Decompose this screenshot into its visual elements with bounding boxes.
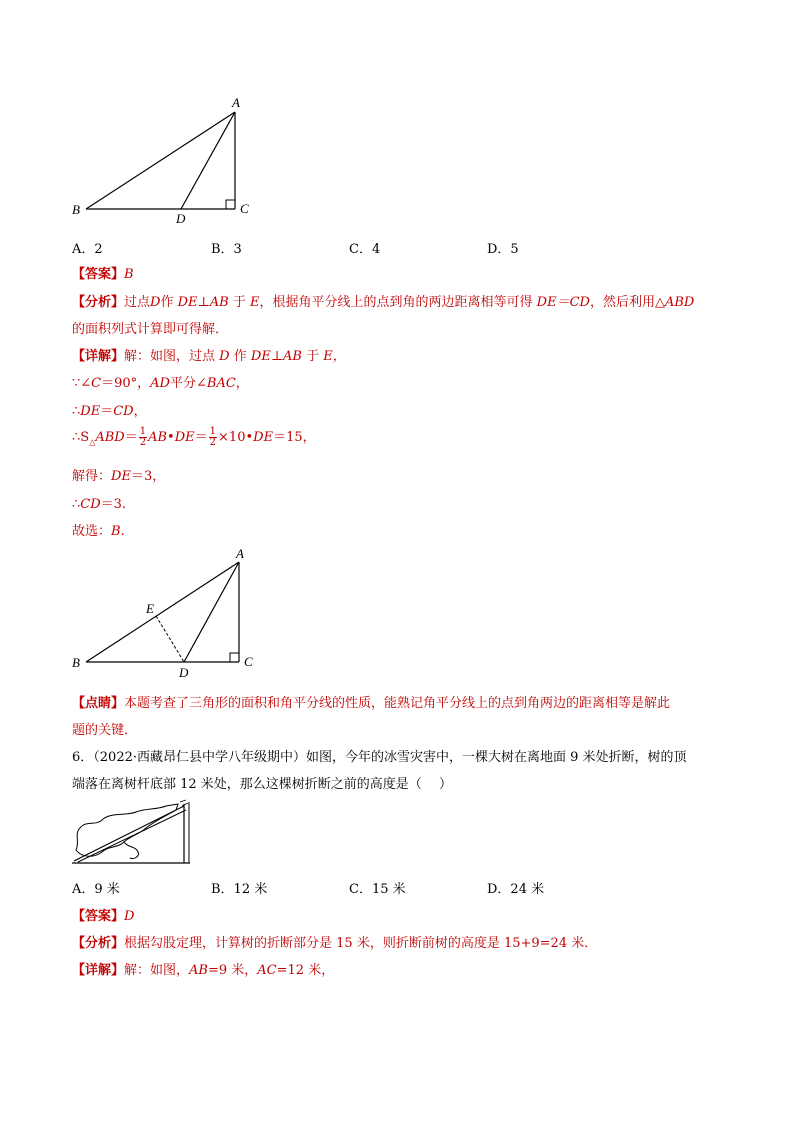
detail-line-7: 故选：B. [72,524,125,539]
label-a: A [232,95,240,110]
label-e: E [146,601,154,616]
q6-detail-line: 【详解】解：如图，AB=9 米，AC=12 米， [72,963,335,978]
option-b: B．3 [211,242,242,257]
q6-line-2: 端落在离树杆底部 12 米处，那么这棵树折断之前的高度是（ ） [72,777,452,792]
broken-tree-figure [66,798,196,868]
q6-option-d: D．24 米 [487,882,545,897]
analysis-tag: 【分析】 [72,295,125,310]
answer-tag: 【答案】 [72,267,125,282]
label-b: B [72,202,80,217]
triangle-figure-2 [60,542,270,682]
label-c: C [244,654,253,669]
comment-line-1: 【点睛】本题考查了三角形的面积和角平分线的性质，能熟记角平分线上的点到角两边的距离相等是解此 [72,696,671,711]
fraction-half-2: $\frac{1}{2}$ [209,426,217,448]
detail-line-6: ∴CD＝3. [72,497,127,512]
option-d: D．5 [487,242,519,257]
label-d: D [179,665,189,680]
analysis-line-2: 的面积列式计算即可得解． [72,322,229,337]
fraction-half-1: $\frac{1}{2}$ [139,426,147,448]
label-c: C [240,201,249,216]
q6-option-b: B．12 米 [211,882,268,897]
detail-line-4: $\therefore S_\triangle ABD=$ $\frac{1}{2}$ AB•DE＝ $\frac{1}{2}$ ×10•DE＝15， [72,426,316,448]
detail-line-5: 解得：DE＝3， [72,469,166,484]
comment-line-2: 题的关键． [72,723,138,738]
answer-line [72,263,134,282]
detail-line-3: ∴DE＝CD， [72,404,147,419]
option-a: A．2 [72,242,103,257]
answer-value: D [124,909,135,924]
analysis-text: 过点D作 DE⊥AB 于 E，根据角平分线上的点到角的两边距离相等可得 DE＝CD，然后利用△ABD [124,295,695,310]
detail-line-2: ∵∠C＝90°，AD平分∠BAC， [72,376,249,391]
detail-tag: 【详解】 [72,963,125,978]
q6-option-a: A．9 米 [72,882,120,897]
q6-answer-line [72,905,134,924]
detail-line-1: 【详解】解：如图，过点 D 作 DE⊥AB 于 E， [72,349,346,364]
q6-line-1: 6．（2022·西藏昂仁县中学八年级期中）如图，今年的冰雪灾害中，一棵大树在离地面 9 米处折断，树的顶 [72,750,687,765]
answer-value: B [124,267,134,282]
comment-tag: 【点睛】 [72,696,125,711]
analysis-line-1 [72,291,694,310]
q6-analysis-line: 【分析】根据勾股定理，计算树的折断部分是 15 米，则折断前树的高度是 15+9=24 米． [72,936,598,951]
analysis-tag: 【分析】 [72,936,125,951]
label-a: A [236,546,244,561]
q6-option-c: C．15 米 [349,882,406,897]
answer-tag: 【答案】 [72,909,125,924]
triangle-figure-1 [60,92,260,224]
label-d: D [176,211,186,224]
option-c: C．4 [349,242,381,257]
detail-tag: 【详解】 [72,349,125,364]
label-b: B [72,655,80,670]
